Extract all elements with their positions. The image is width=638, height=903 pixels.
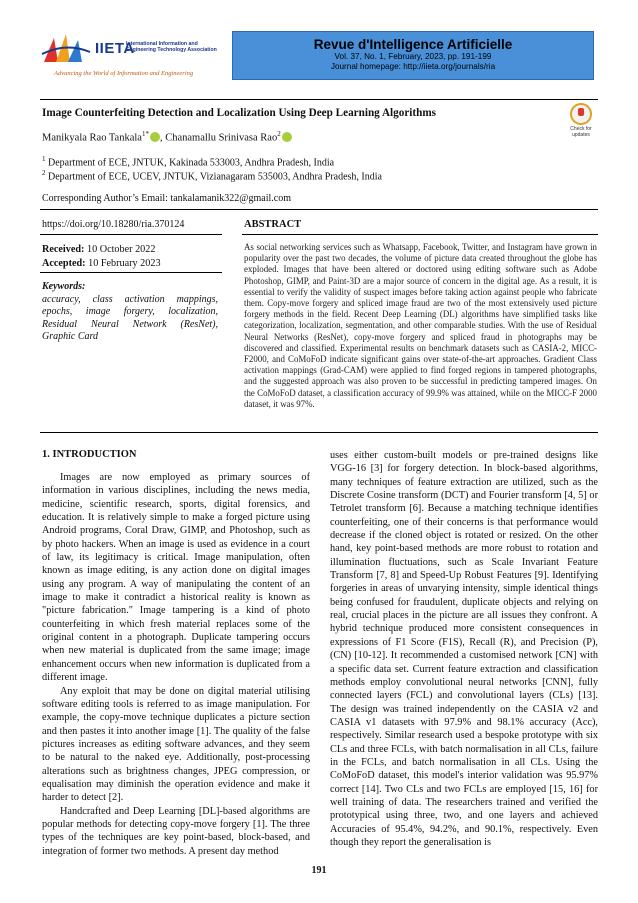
body-paragraph: Handcrafted and Deep Learning [DL]-based algorithms are popular methods for detecting copy-move forgery [1]. The three types of the techniques are key point-based, block-based, and integration of former two methods. A present day method — [42, 805, 310, 857]
received-date: 10 October 2022 — [86, 244, 156, 255]
body-paragraph: uses either custom-built models or pre-trained designs like VGG-16 [3] for forgery detection. In block-based algorithms, many techniques of feature extraction are utilized, such as the Discrete Cosine transform (DCT) and Fourier transform [4, 5] or Tetrolet transform [6]. Because a matching technique identifies counterfeiting, one of their concerns is that performance would decrease if the cloned object is rotated or resized. On the other hand, key point-based methods are more robust to rotation and illumination fluctuations, such as Scale Invariant Feature Transform [7, 8] and Speed-Up Robust Features [9]. Identifying forgeries in areas of unvarying intensity, simple identical things being confused for fraudulent, duplicate objects and relying on real, crucial places in the picture are all issues they confront. A hybrid technique produced more consistent consequences in expressions of F1 Score (F1S), Recall (R), and Precision (P), (CN) [10-12]. It recommended a customised network [CN] with a specific data set. Current feature extraction and classification methods employ convolutional neural networks [CNN], fully connected layers (FCL) and convolutional layers (CLs) [13]. The design was trained independently on the CASIA v2 and CASIA v1 datasets with 97.9% and 98.1% accuracy (Acc), respectively. Similar research used a bespoke prototype with six CLs and three FCLs, with batch normalisation in all CLs, failure in the FCLs, and batch normalisation in all CLs. Using the CoMoFoD dataset, this model's interior validation was 95.97% correct [14]. Two CLs and two FCLs are employed [15, 16] for well training of data. The researchers trained and verified the prototypical using three, two, and one layers and achieved Accuracies of 95.4%, 94.2%, and 90.1%, respectively. Even though they report the generalisation is — [330, 450, 598, 848]
body-paragraph: Any exploit that may be done on digital material utilising software editing tools is referred to as image manipulation. For example, the copy-move technique duplicates a picture section and then pastes it into another image [1]. The quality of the false pictures increases as editing software advances, and they seem to be natural to the naked eye. Additionally, post-processing alterations such as brightness changes, JPEG compression, or equalisation may diminish the operation evidence and make it harder to detect [2]. — [42, 685, 310, 804]
corresponding-author: Corresponding Author’s Email: tankalamanik322@gmail.com — [42, 193, 291, 204]
orcid-icon[interactable] — [150, 132, 160, 142]
author-name: Manikyala Rao Tankala — [42, 132, 142, 144]
logo-tagline: Advancing the World of Information and Engineering — [54, 70, 194, 77]
check-for-updates-badge[interactable] — [565, 103, 597, 143]
author-list — [42, 130, 292, 144]
logo-organization — [126, 41, 236, 53]
doi-link[interactable]: https://doi.org/10.18280/ria.370124 — [42, 219, 185, 230]
author-name: , Chanamallu Srinivasa Rao — [159, 132, 278, 144]
logo-org-line1: International Information and — [126, 41, 198, 47]
journal-homepage-link[interactable]: Journal homepage: http://iieta.org/journals/ria — [330, 62, 496, 71]
section-divider — [40, 209, 598, 210]
section-heading: 1. INTRODUCTION — [42, 449, 137, 460]
publisher-logo — [40, 30, 230, 80]
journal-volume: Vol. 37, No. 1, February, 2023, pp. 191-199 — [334, 52, 492, 61]
check-updates-icon — [570, 103, 592, 125]
affiliation-number: 2 — [42, 169, 46, 177]
divider-left-2 — [40, 272, 222, 273]
journal-banner — [232, 31, 594, 80]
logo-wordmark: IIETA — [95, 40, 135, 57]
author-superscript: 1* — [141, 130, 149, 138]
affiliation — [42, 169, 382, 182]
orcid-icon[interactable] — [282, 132, 292, 142]
abstract-heading: ABSTRACT — [244, 219, 302, 230]
keywords-list: accuracy, class activation mappings, epochs, image forgery, localization, Residual Neural Network (ResNet), Graphic Card — [42, 294, 218, 343]
abstract-text: As social networking services such as Whatsapp, Facebook, Twitter, and Instagram have grown in popularity over the past two decades, the volume of picture data created throughout the globe has exploded. Images that have been altered or doctored using editing software such as Adobe Photoshop, GIMP, and Paint-3D are a major source of concern in the digital age. As a result, it is essential to verify the validity of suspect images before taking action against people who fabricate them. Copy-move forgery and spliced image fraud are two of the most extensively used picture forgery methods in the field. Recent Deep Learning (DL) algorithms have simplified tasks like categorization, localization, segmentation, and other comparable studies. With the use of Residual Neural Networks (ResNet), copy-move forgery and spliced fraud in photographs may be discovered and classified. Experimental results on benchmark datasets such as CASIA-2, MICC-F2000, and CoMoFoD indicate significant gains over state-of-the-art approaches. Gradient Class activation mappings (Grad-CAM) were applied to find forged regions in tampered photographs, and the suggested approach was also proven to be successful in predicting tampered images. On the CoMoFoD dataset, a classification accuracy of 99.9% was attained, while on the MICC-F 2000 dataset, it was 97%. — [244, 242, 597, 409]
body-paragraph: Images are now employed as primary sources of information in various disciplines, including the news media, medicine, scientific research, sports, digital forensics, and education. It is relatively simple to make a forged picture using Android programs, Coral Draw, GIMP, and Photoshop, such as by photo hackers. When an image is used as evidence in a court of law, its legitimacy is critical. Image manipulation, often known as image editing, is any action done on digital images using any program. A way of manipulating the content of an image to make it contradict a historical reality is known as "picture fabrication." Image tampering is a kind of photo counterfeiting in which fresh material replaces some of the original content in a photograph. Duplicate tampering occurs when new material is duplicated from the same image; image enhancement occurs when new information is duplicated from a different image. — [42, 472, 310, 684]
received-date-row — [42, 243, 161, 257]
journal-title: Revue d'Intelligence Artificielle — [313, 37, 513, 52]
affiliation-text: Department of ECE, UCEV, JNTUK, Vizianagaram 535003, Andhra Pradesh, India — [48, 171, 382, 183]
author-superscript: 2 — [277, 130, 281, 138]
accepted-date: 10 February 2023 — [88, 257, 161, 269]
abstract-divider — [40, 432, 598, 433]
page-number: 191 — [311, 865, 327, 876]
body-column-right — [330, 449, 598, 849]
keywords-heading: Keywords: — [42, 281, 86, 292]
received-label: Received: — [42, 244, 85, 255]
check-updates-label-2: updates — [572, 131, 590, 138]
accepted-label: Accepted: — [42, 257, 86, 269]
header-divider — [40, 99, 598, 100]
logo-org-line2: Engineering Technology Association — [126, 47, 217, 53]
divider-right — [242, 234, 598, 235]
iieta-logo-icon — [40, 32, 92, 68]
affiliation-text: Department of ECE, JNTUK, Kakinada 533003, Andhra Pradesh, India — [48, 157, 335, 169]
article-dates — [42, 243, 161, 270]
accepted-date-row — [42, 257, 161, 271]
divider-left — [40, 234, 222, 235]
check-updates-label: Check for — [570, 126, 592, 132]
body-column-left — [42, 471, 310, 858]
affiliation-number: 1 — [42, 155, 46, 163]
affiliation — [42, 155, 334, 168]
paper-title: Image Counterfeiting Detection and Localization Using Deep Learning Algorithms — [42, 107, 437, 119]
